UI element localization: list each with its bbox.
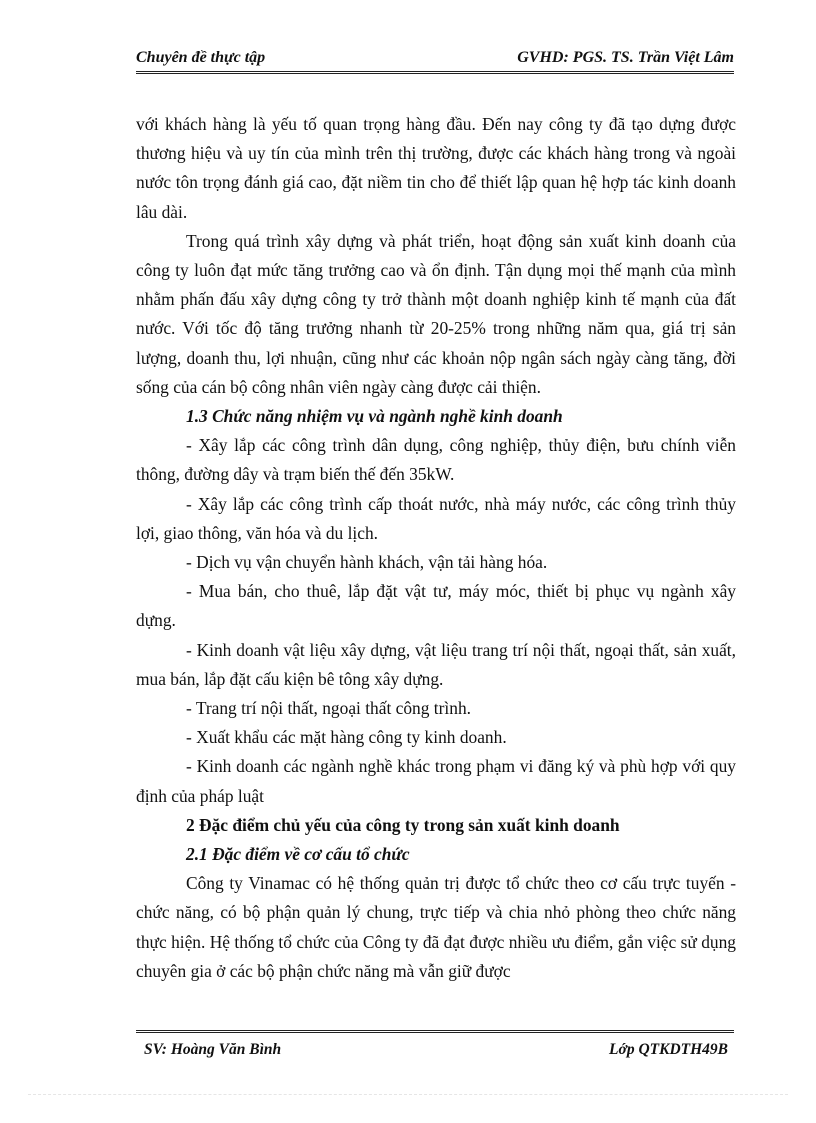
list-item: - Xây lắp các công trình cấp thoát nước, nhà máy nước, các công trình thủy lợi, giao thông, văn hóa và du lịch. bbox=[136, 493, 736, 543]
list-item: - Xuất khẩu các mặt hàng công ty kinh doanh. bbox=[186, 727, 507, 748]
footer-rule bbox=[136, 1030, 734, 1033]
paragraph-org-structure: Công ty Vinamac có hệ thống quản trị được tổ chức theo cơ cấu trực tuyến - chức năng, có bộ phận quản lý chung, trực tiếp và chia nhỏ phòng theo chức năng thực hiện. Hệ thống tổ chức của Công ty đã đạt được nhiều ưu điểm, gắn việc sử dụng chuyên gia ở các bộ phận chức năng mà vẫn giữ được bbox=[136, 873, 736, 981]
footer-student-name: SV: Hoàng Văn Bình bbox=[144, 1041, 282, 1058]
header-rule bbox=[136, 71, 734, 74]
footer-class-code: Lớp QTKDTH49B bbox=[609, 1041, 728, 1058]
paragraph-intro-continued: với khách hàng là yếu tố quan trọng hàng đầu. Đến nay công ty đã tạo dựng được thương hiệu và uy tín của mình trên thị trường, được các khách hàng trong và ngoài nước tôn trọng đánh giá cao, đặt niềm tin cho để thiết lập quan hệ hợp tác kinh doanh lâu dài. bbox=[136, 114, 736, 222]
paragraph-growth: Trong quá trình xây dựng và phát triển, hoạt động sản xuất kinh doanh của công ty luôn đạt mức tăng trưởng cao và ổn định. Tận dụng mọi thế mạnh của mình nhằm phấn đấu xây dựng công ty trở thành một doanh nghiệp kinh tế mạnh của đất nước. Với tốc độ tăng trưởng nhanh từ 20-25% trong những năm qua, giá trị sản lượng, doanh thu, lợi nhuận, cũng như các khoản nộp ngân sách ngày càng tăng, đời sống của cán bộ công nhân viên ngày càng được cải thiện. bbox=[136, 230, 736, 397]
header-supervisor: GVHD: PGS. TS. Trần Việt Lâm bbox=[517, 49, 734, 66]
list-item: - Dịch vụ vận chuyển hành khách, vận tải hàng hóa. bbox=[186, 552, 548, 573]
section-heading-2-1: 2.1 Đặc điểm về cơ cấu tổ chức bbox=[186, 844, 410, 865]
page-body bbox=[136, 110, 736, 986]
header-course-title: Chuyên đề thực tập bbox=[136, 49, 266, 66]
section-heading-2: 2 Đặc điểm chủ yếu của công ty trong sản xuất kinh doanh bbox=[186, 814, 620, 835]
list-item: - Mua bán, cho thuê, lắp đặt vật tư, máy móc, thiết bị phục vụ ngành xây dựng. bbox=[136, 581, 736, 631]
list-item: - Trang trí nội thất, ngoại thất công trình. bbox=[186, 698, 471, 719]
list-item: - Kinh doanh các ngành nghề khác trong phạm vi đăng ký và phù hợp với quy định của pháp luật bbox=[136, 756, 736, 806]
list-item: - Kinh doanh vật liệu xây dựng, vật liệu trang trí nội thất, ngoại thất, sản xuất, mua bán, lắp đặt cấu kiện bê tông xây dựng. bbox=[136, 639, 736, 689]
list-item: - Xây lắp các công trình dân dụng, công nghiệp, thủy điện, bưu chính viễn thông, đường dây và trạm biến thế đến 35kW. bbox=[136, 435, 736, 485]
section-heading-1-3: 1.3 Chức năng nhiệm vụ và ngành nghề kinh doanh bbox=[186, 406, 563, 427]
page-footer bbox=[136, 1039, 734, 1061]
page-bottom-edge bbox=[28, 1094, 788, 1095]
page-header bbox=[136, 47, 734, 69]
